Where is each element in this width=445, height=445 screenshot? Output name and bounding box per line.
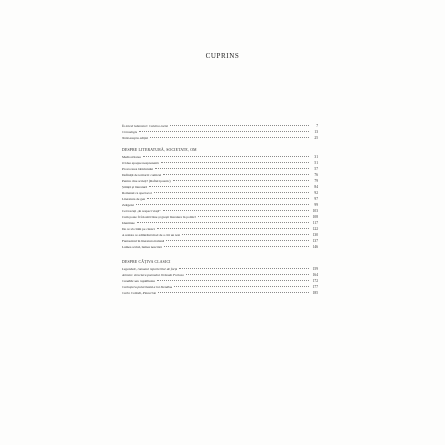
toc-entry-title: Ariosto: structura poemului Orlando Furioso [122, 273, 184, 277]
table-of-contents [122, 123, 318, 296]
dot-leader [155, 168, 309, 169]
toc-entry-page: 117 [312, 221, 318, 225]
toc-entry-title: De ce să citim pe clasici [122, 227, 155, 231]
dot-leader [139, 131, 309, 132]
toc-entry-page: 13 [314, 130, 318, 134]
dot-leader [150, 137, 309, 138]
page-title: CUPRINS [205, 52, 240, 60]
toc-entry [122, 290, 318, 296]
toc-entry-title: Cronologie [122, 130, 138, 134]
dot-leader [136, 204, 309, 205]
dot-leader [149, 186, 309, 187]
toc-entry-title: Carlo Collodi, Pinocchio [122, 291, 157, 295]
toc-entry-page: 177 [312, 285, 318, 289]
toc-entry-title: Cum poate fi folosită bine și greșit literatura în politică [122, 215, 197, 219]
toc-entry-title: Romanul ca spectacol [122, 191, 152, 195]
toc-entry-title: Candide sau rapiditatea [122, 279, 155, 283]
toc-entry-page: 97 [314, 197, 318, 201]
toc-entry-title: Lumea scrisă, lumea nescrisă [122, 245, 162, 249]
toc-entry-title: Mediocritatea [122, 155, 141, 159]
toc-entry-title: Știință și literatură [122, 185, 148, 189]
dot-leader [163, 210, 309, 211]
toc-entry-title: O idee epoque neaprezentă [122, 161, 159, 165]
dot-leader [174, 286, 309, 287]
toc-entry-page: 79 [314, 179, 318, 183]
toc-entry-title: Cartușiera pulverizată a lui Stendhal [122, 285, 173, 289]
toc-entry-page: 76 [314, 173, 318, 177]
toc-entry-page: 103 [312, 209, 318, 213]
toc-entry-title: Provocarea labirintului [122, 167, 154, 171]
toc-entry-title: Legendele, romanul reporterilor de forță [122, 267, 178, 271]
toc-entry-title: A rezista ce admirând mod de a citi un text [122, 233, 181, 237]
toc-entry-page: 122 [312, 227, 318, 231]
dot-leader [157, 228, 309, 229]
section-heading: DESPRE LITERATURĂ, SOCIETATE, OM [122, 148, 197, 152]
toc-entry-page: 99 [314, 203, 318, 207]
toc-entry-title: Definiții de teritorii: comicul [122, 173, 162, 177]
toc-entry-page: 84 [314, 185, 318, 189]
toc-entry-page: 7 [316, 124, 318, 128]
dot-leader [170, 125, 309, 126]
dot-leader [161, 162, 309, 163]
toc-entry-page: 92 [314, 191, 318, 195]
dot-leader [182, 234, 309, 235]
toc-entry-title: Cei trecuți „în respect viață” [122, 209, 161, 213]
dot-leader [154, 192, 309, 193]
toc-entry-page: 164 [312, 273, 318, 277]
dot-leader [163, 174, 309, 175]
toc-entry-title: Identitate [122, 221, 135, 225]
toc-entry-title: Zeitgeist [122, 203, 134, 207]
section-spacer [122, 250, 318, 259]
toc-entry-page: 146 [312, 245, 318, 249]
dot-leader [137, 222, 309, 223]
dot-leader [143, 156, 309, 157]
dot-leader [164, 246, 309, 247]
section-heading: DESPRE CÂȚIVA CLASICI [122, 260, 171, 264]
toc-entry-page: 25 [314, 136, 318, 140]
dot-leader [198, 216, 309, 217]
toc-entry-page: 51 [314, 161, 318, 165]
toc-entry-title: Literatura de gen [122, 197, 146, 201]
dot-leader [173, 180, 309, 181]
toc-entry-page: 31 [314, 155, 318, 159]
dot-leader [179, 268, 309, 269]
toc-entry-page: 108 [312, 215, 318, 219]
dot-leader [186, 274, 309, 275]
toc-entry-page: 185 [312, 291, 318, 295]
dot-leader [147, 198, 309, 199]
toc-entry-page: 137 [312, 239, 318, 243]
toc-entry-title: Fantasticul în literatura italiană [122, 239, 165, 243]
dot-leader [157, 280, 309, 281]
toc-entry-title: În micul laborator: Calvino eseist [122, 124, 169, 128]
toc-entry-page: 57 [314, 167, 318, 171]
dot-leader [166, 240, 309, 241]
toc-entry-title: Notă asupra ediției [122, 136, 149, 140]
toc-entry-page: 130 [312, 233, 318, 237]
toc-entry-title: Pentru cine scrieți? (Raftul ipotetic) [122, 179, 171, 183]
dot-leader [158, 292, 309, 293]
toc-entry-page: 172 [312, 279, 318, 283]
toc-entry-page: 159 [312, 267, 318, 271]
